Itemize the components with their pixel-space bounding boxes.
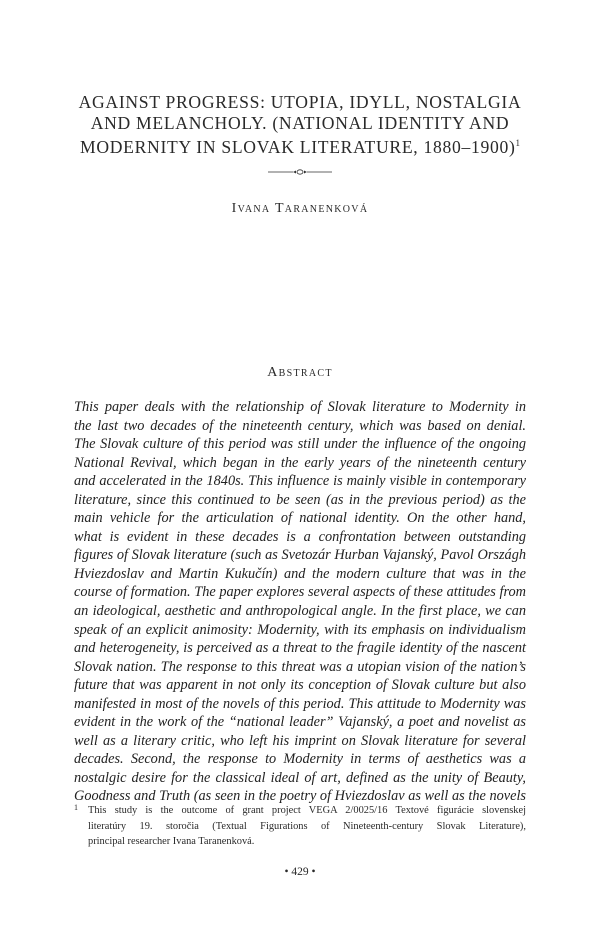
- abstract-line: figures of Slovak literature (such as Svetozár Hurban Vajanský, Pavol Országh: [74, 547, 526, 564]
- abstract-line: literature, since this continued to be seen (as in the previous period) as the: [74, 491, 526, 508]
- footnote-line: principal researcher Ivana Taranenková.: [88, 836, 255, 848]
- footnote-marker: 1: [74, 803, 78, 812]
- abstract-line: well as a literary critic, who left his imprint on Slovak literature for several: [74, 732, 526, 749]
- abstract-line: decades. Second, the response to Modernity in terms of aesthetics was a: [74, 751, 526, 768]
- abstract-line: Slovak nation. The response to this threat was a utopian vision of the nation’s: [74, 658, 526, 675]
- title-footnote-ref[interactable]: 1: [515, 138, 520, 148]
- footnote-text: [88, 803, 526, 850]
- footnote-line: literatúry 19. storočia (Textual Figurations of Nineteenth-century Slovak Literature),: [88, 820, 526, 832]
- title-line: AND MELANCHOLY. (NATIONAL IDENTITY AND: [90, 112, 510, 133]
- abstract-line: evident in the work of the “national leader” Vajanský, a poet and novelist as: [74, 714, 526, 731]
- title-line: [70, 133, 530, 158]
- abstract-line: the last two decades of the nineteenth century, which was based on denial.: [74, 417, 526, 434]
- abstract-line: main vehicle for the articulation of national identity. On the other hand,: [74, 510, 526, 527]
- abstract-line: The Slovak culture of this period was still under the influence of the ongoing: [74, 436, 526, 453]
- abstract-body: [74, 398, 526, 806]
- abstract-line: and heterogeneity, is perceived as a threat to the fragile identity of the nascent: [74, 640, 526, 657]
- title-ornament-divider: [268, 167, 332, 177]
- abstract-line: an ideological, aesthetic and anthropological angle. In the first place, we can: [74, 603, 526, 620]
- author-name: Ivana Taranenková: [231, 201, 369, 216]
- abstract-line: This paper deals with the relationship of Slovak literature to Modernity in: [74, 399, 526, 415]
- abstract-line: course of formation. The paper explores several aspects of these attitudes from: [74, 584, 526, 601]
- footnote-line: This study is the outcome of grant project VEGA 2/0025/16 Textové figurácie slovenskej: [88, 805, 526, 816]
- abstract-heading: Abstract: [267, 365, 333, 380]
- abstract-line: nostalgic desire for the classical ideal of art, defined as the unity of Beauty,: [74, 769, 526, 786]
- title-line-text: MODERNITY IN SLOVAK LITERATURE, 1880–1900): [80, 137, 516, 157]
- abstract-line: National Revival, which began in the early years of the nineteenth century: [74, 454, 526, 471]
- footnote: [74, 803, 526, 850]
- abstract-line: speak of an explicit animosity: Modernity, with its emphasis on individualism: [74, 621, 526, 638]
- abstract-line: manifested in most of the novels of this period. This attitude to Modernity was: [74, 695, 526, 712]
- abstract-line: Goodness and Truth (as seen in the poetry of Hviezdoslav as well as the novels: [74, 788, 526, 805]
- page-number: • 429 •: [284, 866, 316, 878]
- title-line: AGAINST PROGRESS: UTOPIA, IDYLL, NOSTALGIA: [78, 92, 522, 112]
- abstract-line: and accelerated in the 1840s. This influence is mainly visible in contemporary: [74, 473, 526, 490]
- paper-title: [70, 92, 530, 158]
- abstract-line: future that was apparent in not only its conception of Slovak culture but also: [74, 677, 526, 694]
- abstract-line: Hviezdoslav and Martin Kukučín) and the modern culture that was in the: [74, 565, 526, 582]
- abstract-line: what is evident in these decades is a confrontation between outstanding: [74, 528, 526, 545]
